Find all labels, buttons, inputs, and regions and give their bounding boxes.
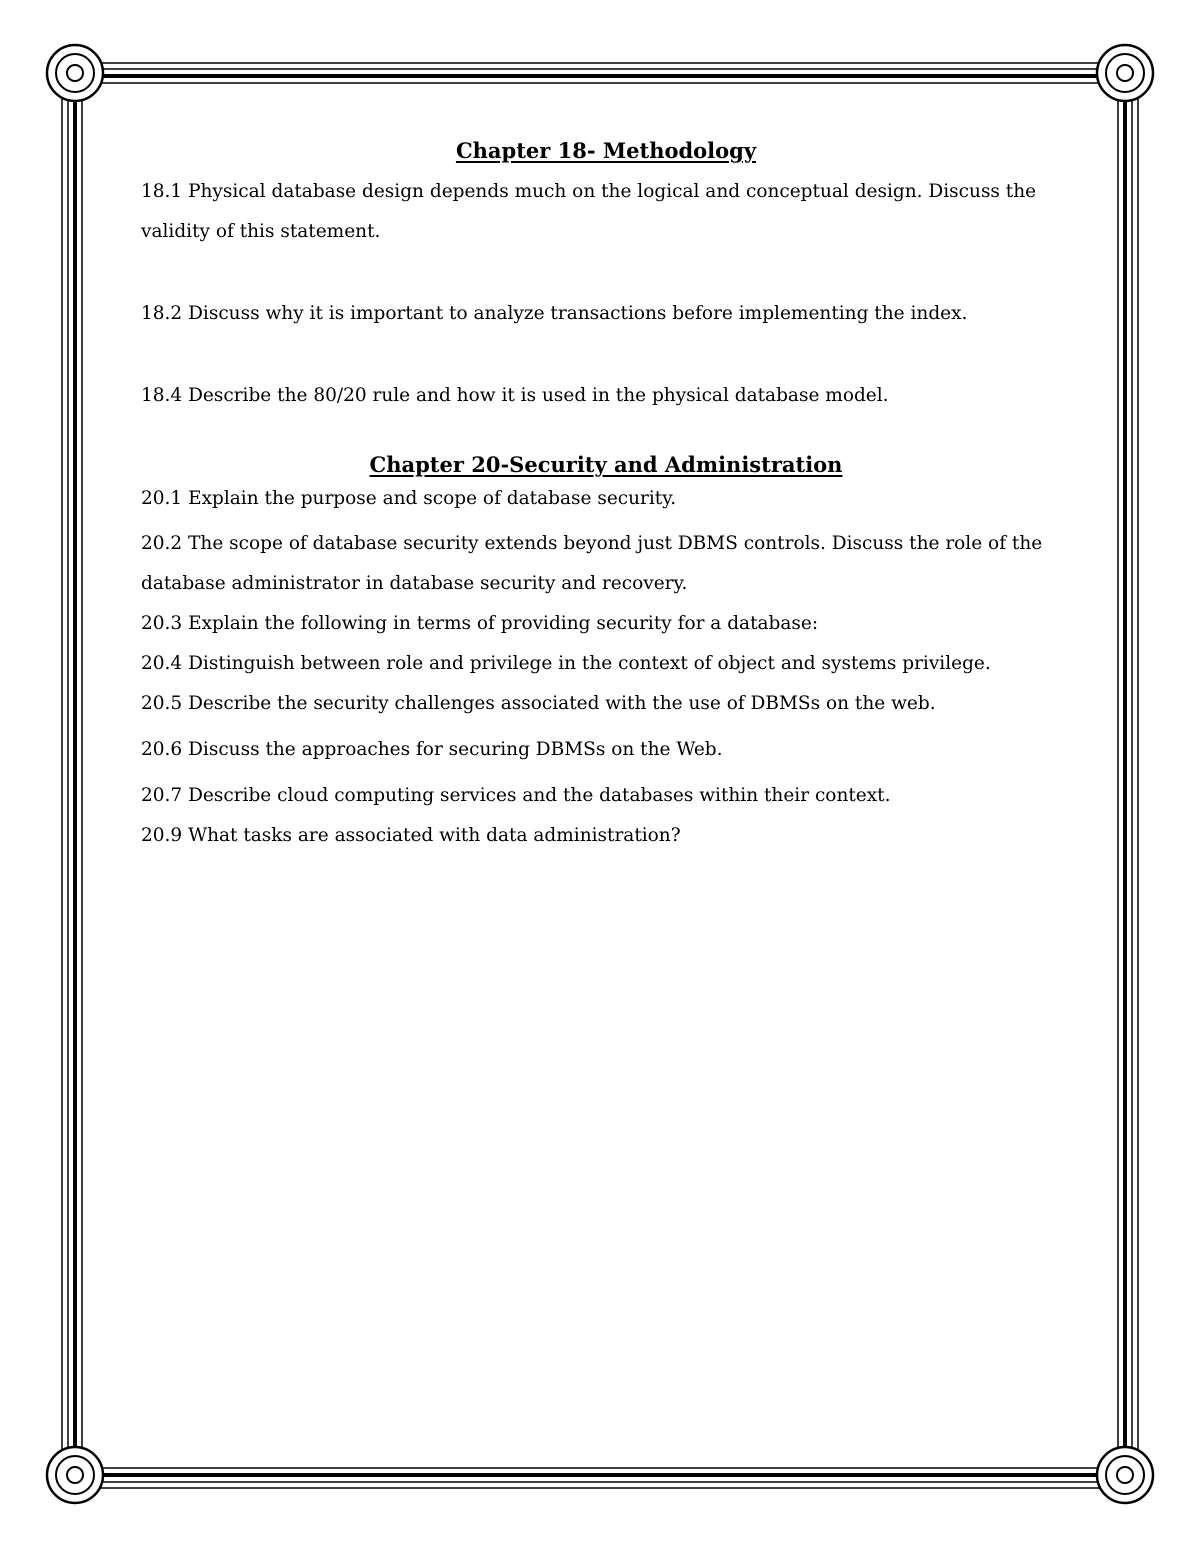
question-18-2: 18.2 Discuss why it is important to analyze transactions before implementing the index. <box>141 303 968 324</box>
corner-ornament-bottom-right <box>1097 1447 1153 1503</box>
question-20-7: 20.7 Describe cloud computing services and the databases within their context. <box>141 785 891 806</box>
question-20-2: 20.2 The scope of database security extends beyond just DBMS controls. Discuss the role of the database administrator in database security and recovery. <box>141 533 1043 594</box>
chapter-18-title: Chapter 18- Methodology <box>455 138 757 163</box>
question-20-3: 20.3 Explain the following in terms of providing security for a database: <box>141 613 819 634</box>
question-20-9: 20.9 What tasks are associated with data administration? <box>141 825 681 846</box>
chapter-20-title: Chapter 20-Security and Administration <box>369 452 843 477</box>
corner-ornament-top-left <box>47 45 103 101</box>
corner-ornament-bottom-left <box>47 1447 103 1503</box>
question-20-6: 20.6 Discuss the approaches for securing DBMSs on the Web. <box>141 739 723 760</box>
question-18-4: 18.4 Describe the 80/20 rule and how it is used in the physical database model. <box>141 385 889 406</box>
question-20-1: 20.1 Explain the purpose and scope of database security. <box>141 488 677 509</box>
question-18-1: 18.1 Physical database design depends much on the logical and conceptual design. Discuss the validity of this statement. <box>141 181 1037 242</box>
document-body <box>141 138 1071 856</box>
corner-ornament-top-right <box>1097 45 1153 101</box>
question-20-4: 20.4 Distinguish between role and privilege in the context of object and systems privilege. <box>141 653 991 674</box>
question-20-5: 20.5 Describe the security challenges associated with the use of DBMSs on the web. <box>141 693 936 714</box>
